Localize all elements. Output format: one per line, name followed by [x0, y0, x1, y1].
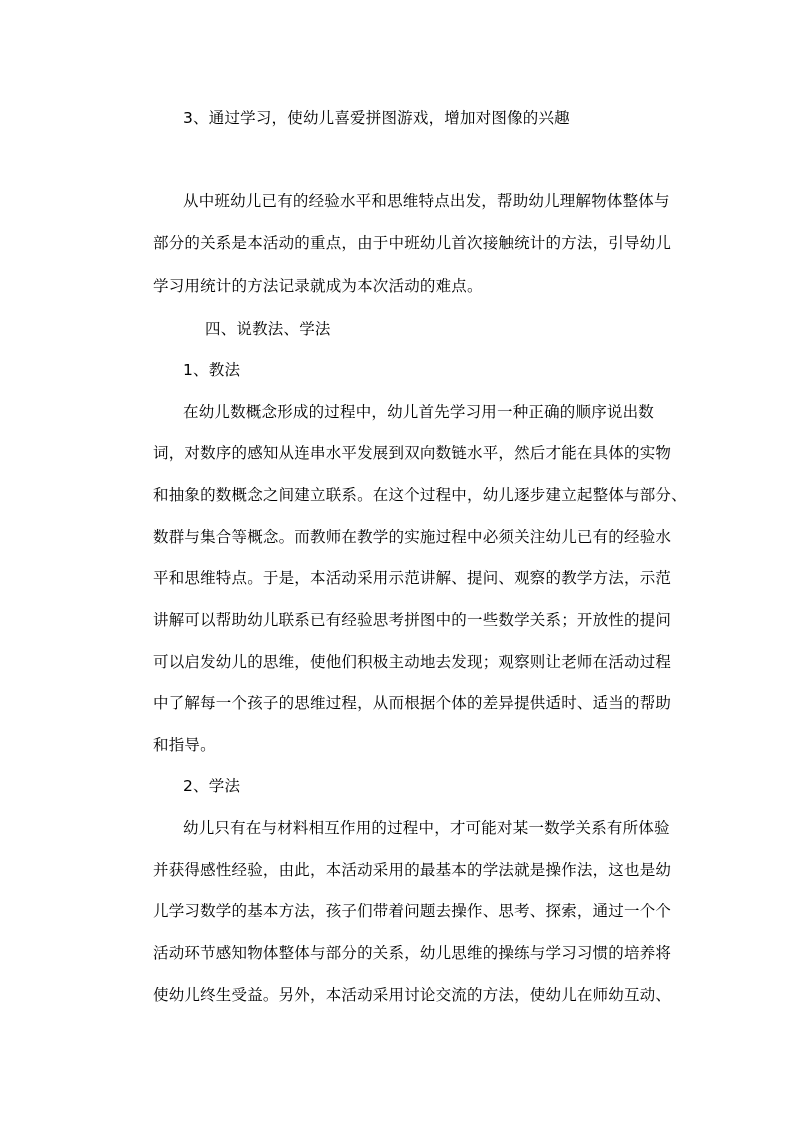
paragraph-line: 并获得感性经验，由此，本活动采用的最基本的学法就是操作法，这也是幼: [153, 861, 672, 879]
paragraph-line: 使幼儿终生受益。另外，本活动采用讨论交流的方法，使幼儿在师幼互动、: [153, 986, 672, 1004]
paragraph-line: 可以启发幼儿的思维，使他们积极主动地去发现；观察则让老师在活动过程: [153, 653, 672, 671]
paragraph-line: 讲解可以帮助幼儿联系已有经验思考拼图中的一些数学关系；开放性的提问: [153, 611, 672, 629]
paragraph-line: 部分的关系是本活动的重点，由于中班幼儿首次接触统计的方法，引导幼儿: [153, 234, 672, 252]
paragraph-line: 数群与集合等概念。而教师在教学的实施过程中必须关注幼儿已有的经验水: [153, 528, 672, 546]
paragraph-line: 学习用统计的方法记录就成为本次活动的难点。: [153, 277, 483, 295]
paragraph-line: 幼儿只有在与材料相互作用的过程中，才可能对某一数学关系有所体验: [183, 819, 670, 837]
paragraph-line: 从中班幼儿已有的经验水平和思维特点出发，帮助幼儿理解物体整体与: [183, 192, 670, 210]
paragraph-line: 在幼儿数概念形成的过程中，幼儿首先学习用一种正确的顺序说出数: [183, 403, 655, 421]
paragraph-line: 词，对数序的感知从连串水平发展到双向数链水平，然后才能在具体的实物: [153, 444, 672, 462]
paragraph-line: 和指导。: [153, 736, 216, 754]
paragraph-line: 和抽象的数概念之间建立联系。在这个过程中，幼儿逐步建立起整体与部分、: [153, 486, 687, 504]
paragraph-line: 活动环节感知物体整体与部分的关系，幼儿思维的操练与学习习惯的培养将: [153, 944, 672, 962]
paragraph-line: 平和思维特点。于是，本活动采用示范讲解、提问、观察的教学方法，示范: [153, 569, 672, 587]
paragraph-line: 中了解每一个孩子的思维过程，从而根据个体的差异提供适时、适当的帮助: [153, 694, 672, 712]
paragraph-line: 儿学习数学的基本方法，孩子们带着问题去操作、思考、探索，通过一个个: [153, 902, 672, 920]
subsection-heading: 2、学法: [183, 777, 241, 795]
goal-item-3: 3、通过学习，使幼儿喜爱拼图游戏，增加对图像的兴趣: [183, 109, 570, 127]
subsection-heading: 1、教法: [183, 361, 241, 379]
section-heading: 四、说教法、学法: [205, 320, 331, 338]
